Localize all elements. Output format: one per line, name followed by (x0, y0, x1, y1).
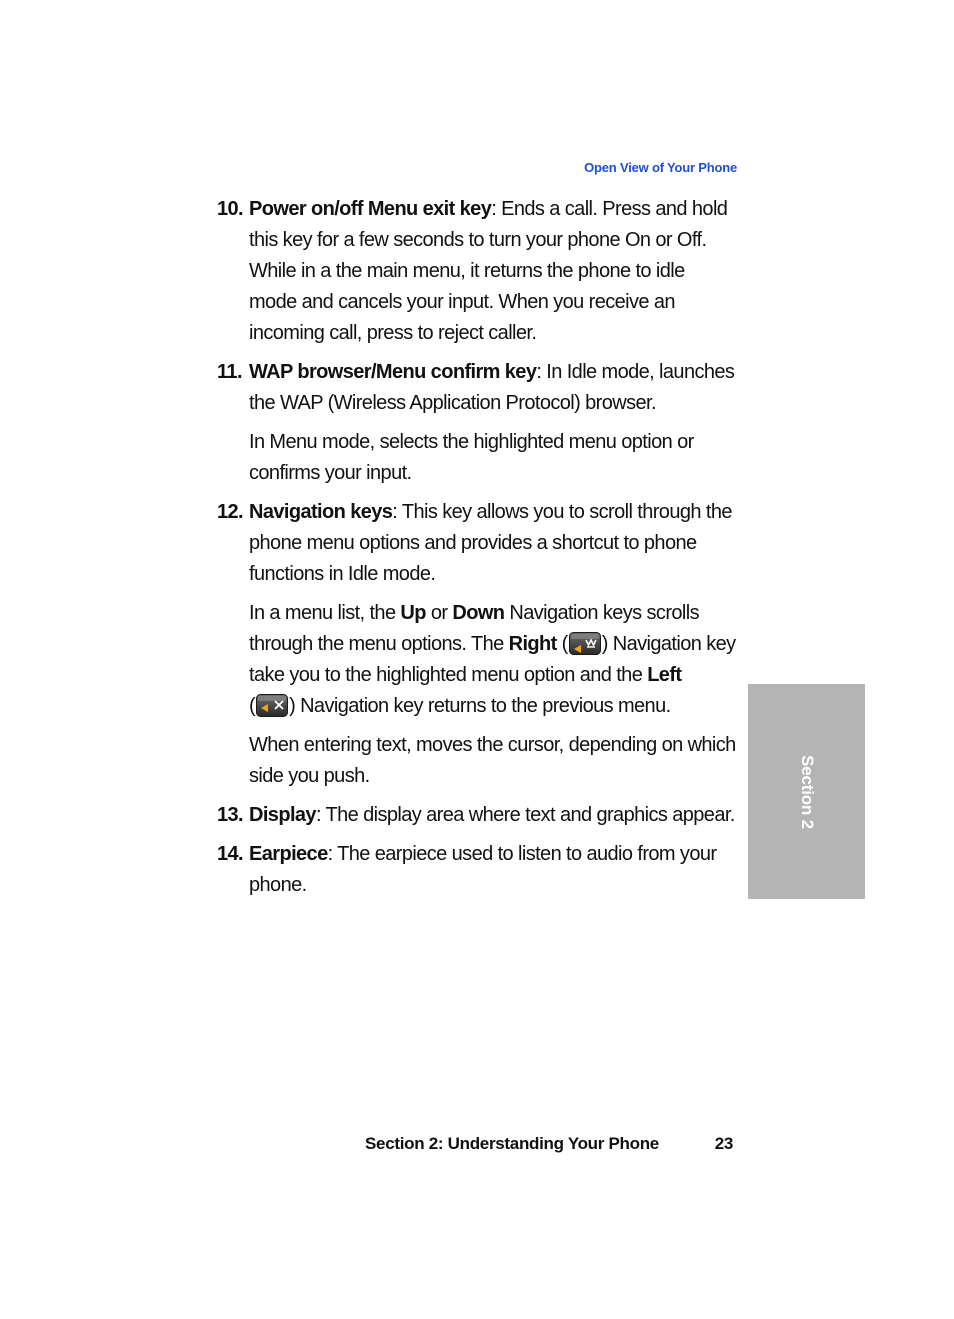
item-extra-paragraph: In Menu mode, selects the highlighted menu option or confirms your input. (249, 431, 694, 484)
text-run: ( (249, 695, 256, 717)
running-header: Open View of Your Phone (584, 160, 737, 175)
section-side-tab (748, 684, 865, 899)
item-description: : This key allows you to scroll through the phone menu options and provides a shortcut to phone functions in Idle mode. (249, 501, 732, 585)
item-paragraph (249, 497, 737, 590)
item-paragraph (249, 800, 737, 831)
right-navigation-key-icon (569, 632, 601, 655)
text-run: In a menu list, the (249, 602, 401, 624)
list-item-navigation-keys (217, 497, 737, 792)
left-key-label: Left (647, 664, 682, 686)
text-run: ) Navigation key take you to the highlighted menu option and the (249, 633, 736, 686)
text-run: or (425, 602, 453, 624)
item-number: 14. (217, 843, 244, 865)
right-key-label: Right (508, 633, 557, 655)
page-number: 23 (714, 1134, 733, 1153)
item-description: : The earpiece used to listen to audio from your phone. (249, 843, 717, 896)
footer-section-title: Section 2: Understanding Your Phone (365, 1134, 659, 1153)
item-term: Earpiece (249, 843, 328, 865)
item-term: Navigation keys (249, 501, 393, 523)
item-description: : Ends a call. Press and hold this key for a few seconds to turn your phone On or Off. While in a the main menu, it returns the phone to idle mode and cancels your input. When you receive an incoming call, press to reject caller. (249, 198, 728, 344)
list-item-wap-key (217, 357, 737, 489)
item-number: 12. (217, 501, 244, 523)
text-run: Navigation keys scrolls through the menu options. The (249, 602, 700, 655)
item-term: Display (249, 804, 316, 826)
item-term: Power on/off Menu exit key (249, 198, 492, 220)
item-description: : The display area where text and graphics appear. (315, 804, 735, 826)
text-run: ) Navigation key returns to the previous menu. (289, 695, 671, 717)
item-paragraph (249, 357, 737, 419)
item-number: 10. (217, 198, 244, 220)
item-number: 13. (217, 804, 244, 826)
item-number: 11. (217, 361, 242, 383)
section-tab-label: Section 2 (797, 754, 817, 829)
item-extra-paragraph: When entering text, moves the cursor, depending on which side you push. (249, 734, 736, 787)
up-key-label: Up (400, 602, 426, 624)
list-item-power-key (217, 194, 737, 349)
text-run: ( (556, 633, 568, 655)
left-navigation-key-icon (256, 694, 288, 717)
navigation-detail-paragraph (249, 598, 737, 722)
key-descriptions (217, 194, 737, 909)
item-paragraph (249, 194, 737, 349)
item-paragraph (249, 839, 737, 901)
down-key-label: Down (452, 602, 505, 624)
item-term: WAP browser/Menu confirm key (249, 361, 537, 383)
item-description: : In Idle mode, launches the WAP (Wireless Application Protocol) browser. (249, 361, 735, 414)
list-item-display (217, 800, 737, 831)
list-item-earpiece (217, 839, 737, 901)
